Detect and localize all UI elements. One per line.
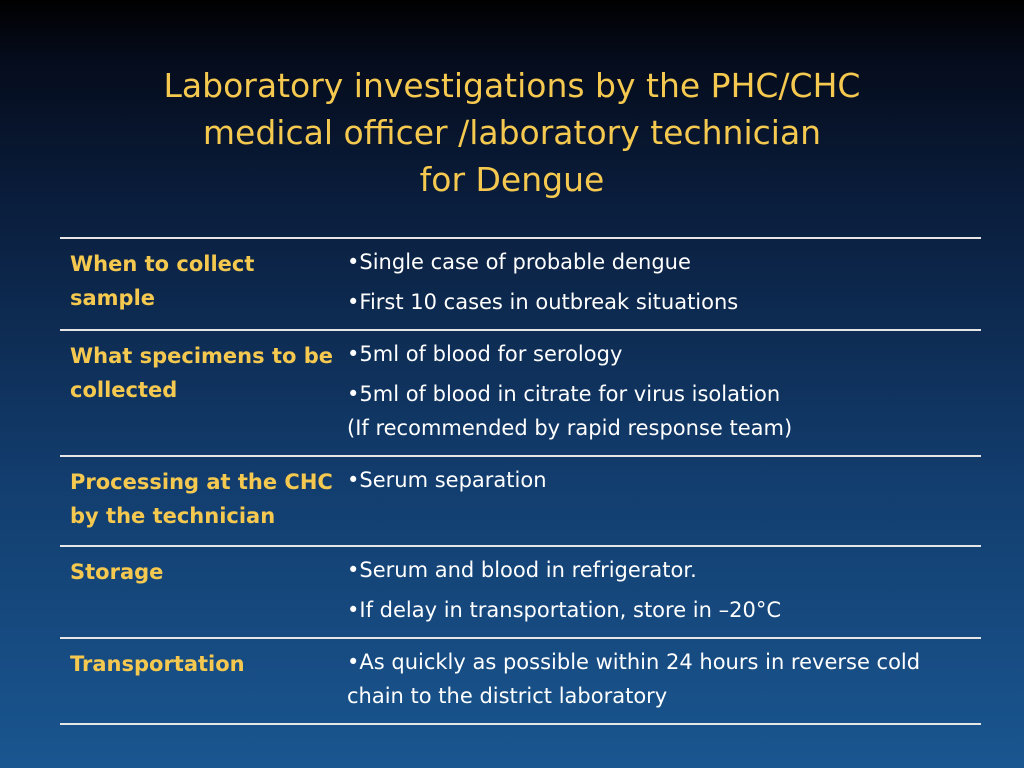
table-row-storage <box>60 546 981 638</box>
table-row-when-to-collect <box>60 238 981 330</box>
table-row-transportation <box>60 638 981 724</box>
slide-title-line: medical officer /laboratory technician <box>202 113 822 152</box>
row-label: Transportation <box>70 652 245 676</box>
row-label: What specimens to be collected <box>70 344 333 402</box>
bullet-item: •Serum separation <box>347 468 547 492</box>
table-row-processing <box>60 456 981 546</box>
row-content <box>337 638 981 724</box>
row-label: Processing at the CHC by the technician <box>70 470 333 528</box>
row-label: When to collect sample <box>70 252 255 310</box>
bullet-item: •Serum and blood in refrigerator. <box>347 558 697 582</box>
row-content <box>337 546 981 638</box>
row-content <box>337 456 981 546</box>
bullet-note: (If recommended by rapid response team) <box>347 416 793 440</box>
investigation-table <box>60 237 981 725</box>
bullet-text: •5ml of blood in citrate for virus isolation <box>347 382 781 406</box>
slide-title-line: for Dengue <box>419 160 605 199</box>
bullet-item: •If delay in transportation, store in –20°C <box>347 598 781 622</box>
slide-title-line: Laboratory investigations by the PHC/CHC <box>163 66 861 105</box>
bullet-item <box>347 377 971 445</box>
row-label: Storage <box>70 560 164 584</box>
slide-title <box>0 62 1024 203</box>
bullet-item: •5ml of blood for serology <box>347 342 623 366</box>
row-content <box>337 330 981 456</box>
table-row-specimens <box>60 330 981 456</box>
bullet-item: •Single case of probable dengue <box>347 250 691 274</box>
bullet-item: •As quickly as possible within 24 hours in reverse cold chain to the district laboratory <box>347 650 921 708</box>
row-content <box>337 238 981 330</box>
bullet-item: •First 10 cases in outbreak situations <box>347 290 739 314</box>
